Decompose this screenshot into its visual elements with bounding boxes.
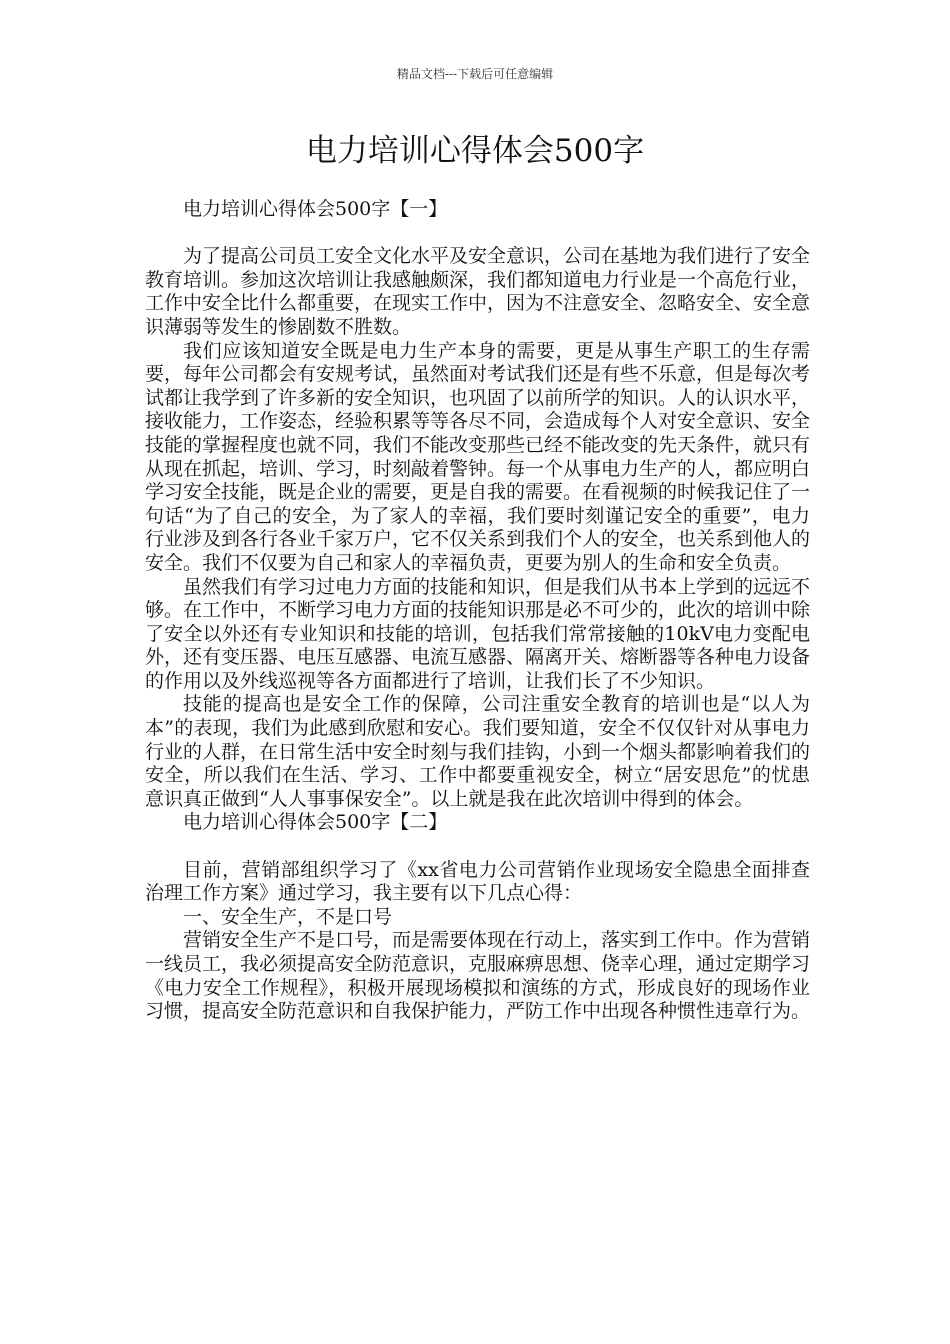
paragraph: 虽然我们有学习过电力方面的技能和知识，但是我们从书本上学到的远远不够。在工作中，不断学习电力方面的技能知识那是必不可少的，此次的培训中除了安全以外还有专业知识和技能的培训，包括我们常常接触的10kV电力变配电外，还有变压器、电压互感器、电流互感器、隔离开关、熔断器等各种电力设备的作用以及外线巡视等各方面都进行了培训，让我们长了不少知识。 bbox=[145, 575, 811, 692]
section-heading-3: 一、安全生产，不是口号 bbox=[183, 905, 393, 928]
document-body bbox=[145, 198, 810, 1024]
section-heading-2: 电力培训心得体会500字【二】 bbox=[183, 811, 448, 834]
paragraph: 目前，营销部组织学习了《xx省电力公司营销作业现场安全隐患全面排查治理工作方案》通过学习，我主要有以下几点心得： bbox=[145, 858, 810, 905]
paragraph: 为了提高公司员工安全文化水平及安全意识，公司在基地为我们进行了安全教育培训。参加这次培训让我感触颇深，我们都知道电力行业是一个高危行业，工作中安全比什么都重要，在现实工作中，因为不注意安全、忽略安全、安全意识薄弱等发生的惨剧数不胜数。 bbox=[145, 245, 811, 338]
paragraph: 技能的提高也是安全工作的保障，公司注重安全教育的培训也是“以人为本”的表现，我们为此感到欣慰和安心。我们要知道，安全不仅仅针对从事电力行业的人群，在日常生活中安全时刻与我们挂钩，小到一个烟头都影响着我们的安全，所以我们在生活、学习、工作中都要重视安全，树立“居安思危”的忧患意识真正做到“人人事事保安全”。以上就是我在此次培训中得到的体会。 bbox=[145, 693, 811, 810]
document-title: 电力培训心得体会500字 bbox=[305, 133, 645, 169]
section-heading-1: 电力培训心得体会500字【一】 bbox=[183, 198, 448, 220]
header-watermark: 精品文档---下载后可任意编辑 bbox=[396, 67, 554, 81]
paragraph: 营销安全生产不是口号，而是需要体现在行动上，落实到工作中。作为营销一线员工，我必须提高安全防范意识，克服麻痹思想、侥幸心理，通过定期学习《电力安全工作规程》，积极开展现场模拟和演练的方式，形成良好的现场作业习惯，提高安全防范意识和自我保护能力，严防工作中出现各种惯性违章行为。 bbox=[145, 929, 811, 1023]
paragraph: 我们应该知道安全既是电力生产本身的需要，更是从事生产职工的生存需要，每年公司都会有安规考试，虽然面对考试我们还是有些不乐意，但是每次考试都让我学到了许多新的安全知识，也巩固了以前所学的知识。人的认识水平，接收能力，工作姿态，经验积累等等各尽不同，会造成每个人对安全意识、安全技能的掌握程度也就不同，我们不能改变那些已经不能改变的先天条件，就只有从现在抓起，培训、学习，时刻敲着警钟。每一个从事电力生产的人，都应明白学习安全技能，既是企业的需要，更是自我的需要。在看视频的时候我记住了一句话“为了自己的安全，为了家人的幸福，我们要时刻谨记安全的重要”，电力行业涉及到各行各业千家万户，它不仅关系到我们个人的安全，也关系到他人的安全。我们不仅要为自己和家人的幸福负责，更要为别人的生命和安全负责。 bbox=[145, 339, 811, 574]
